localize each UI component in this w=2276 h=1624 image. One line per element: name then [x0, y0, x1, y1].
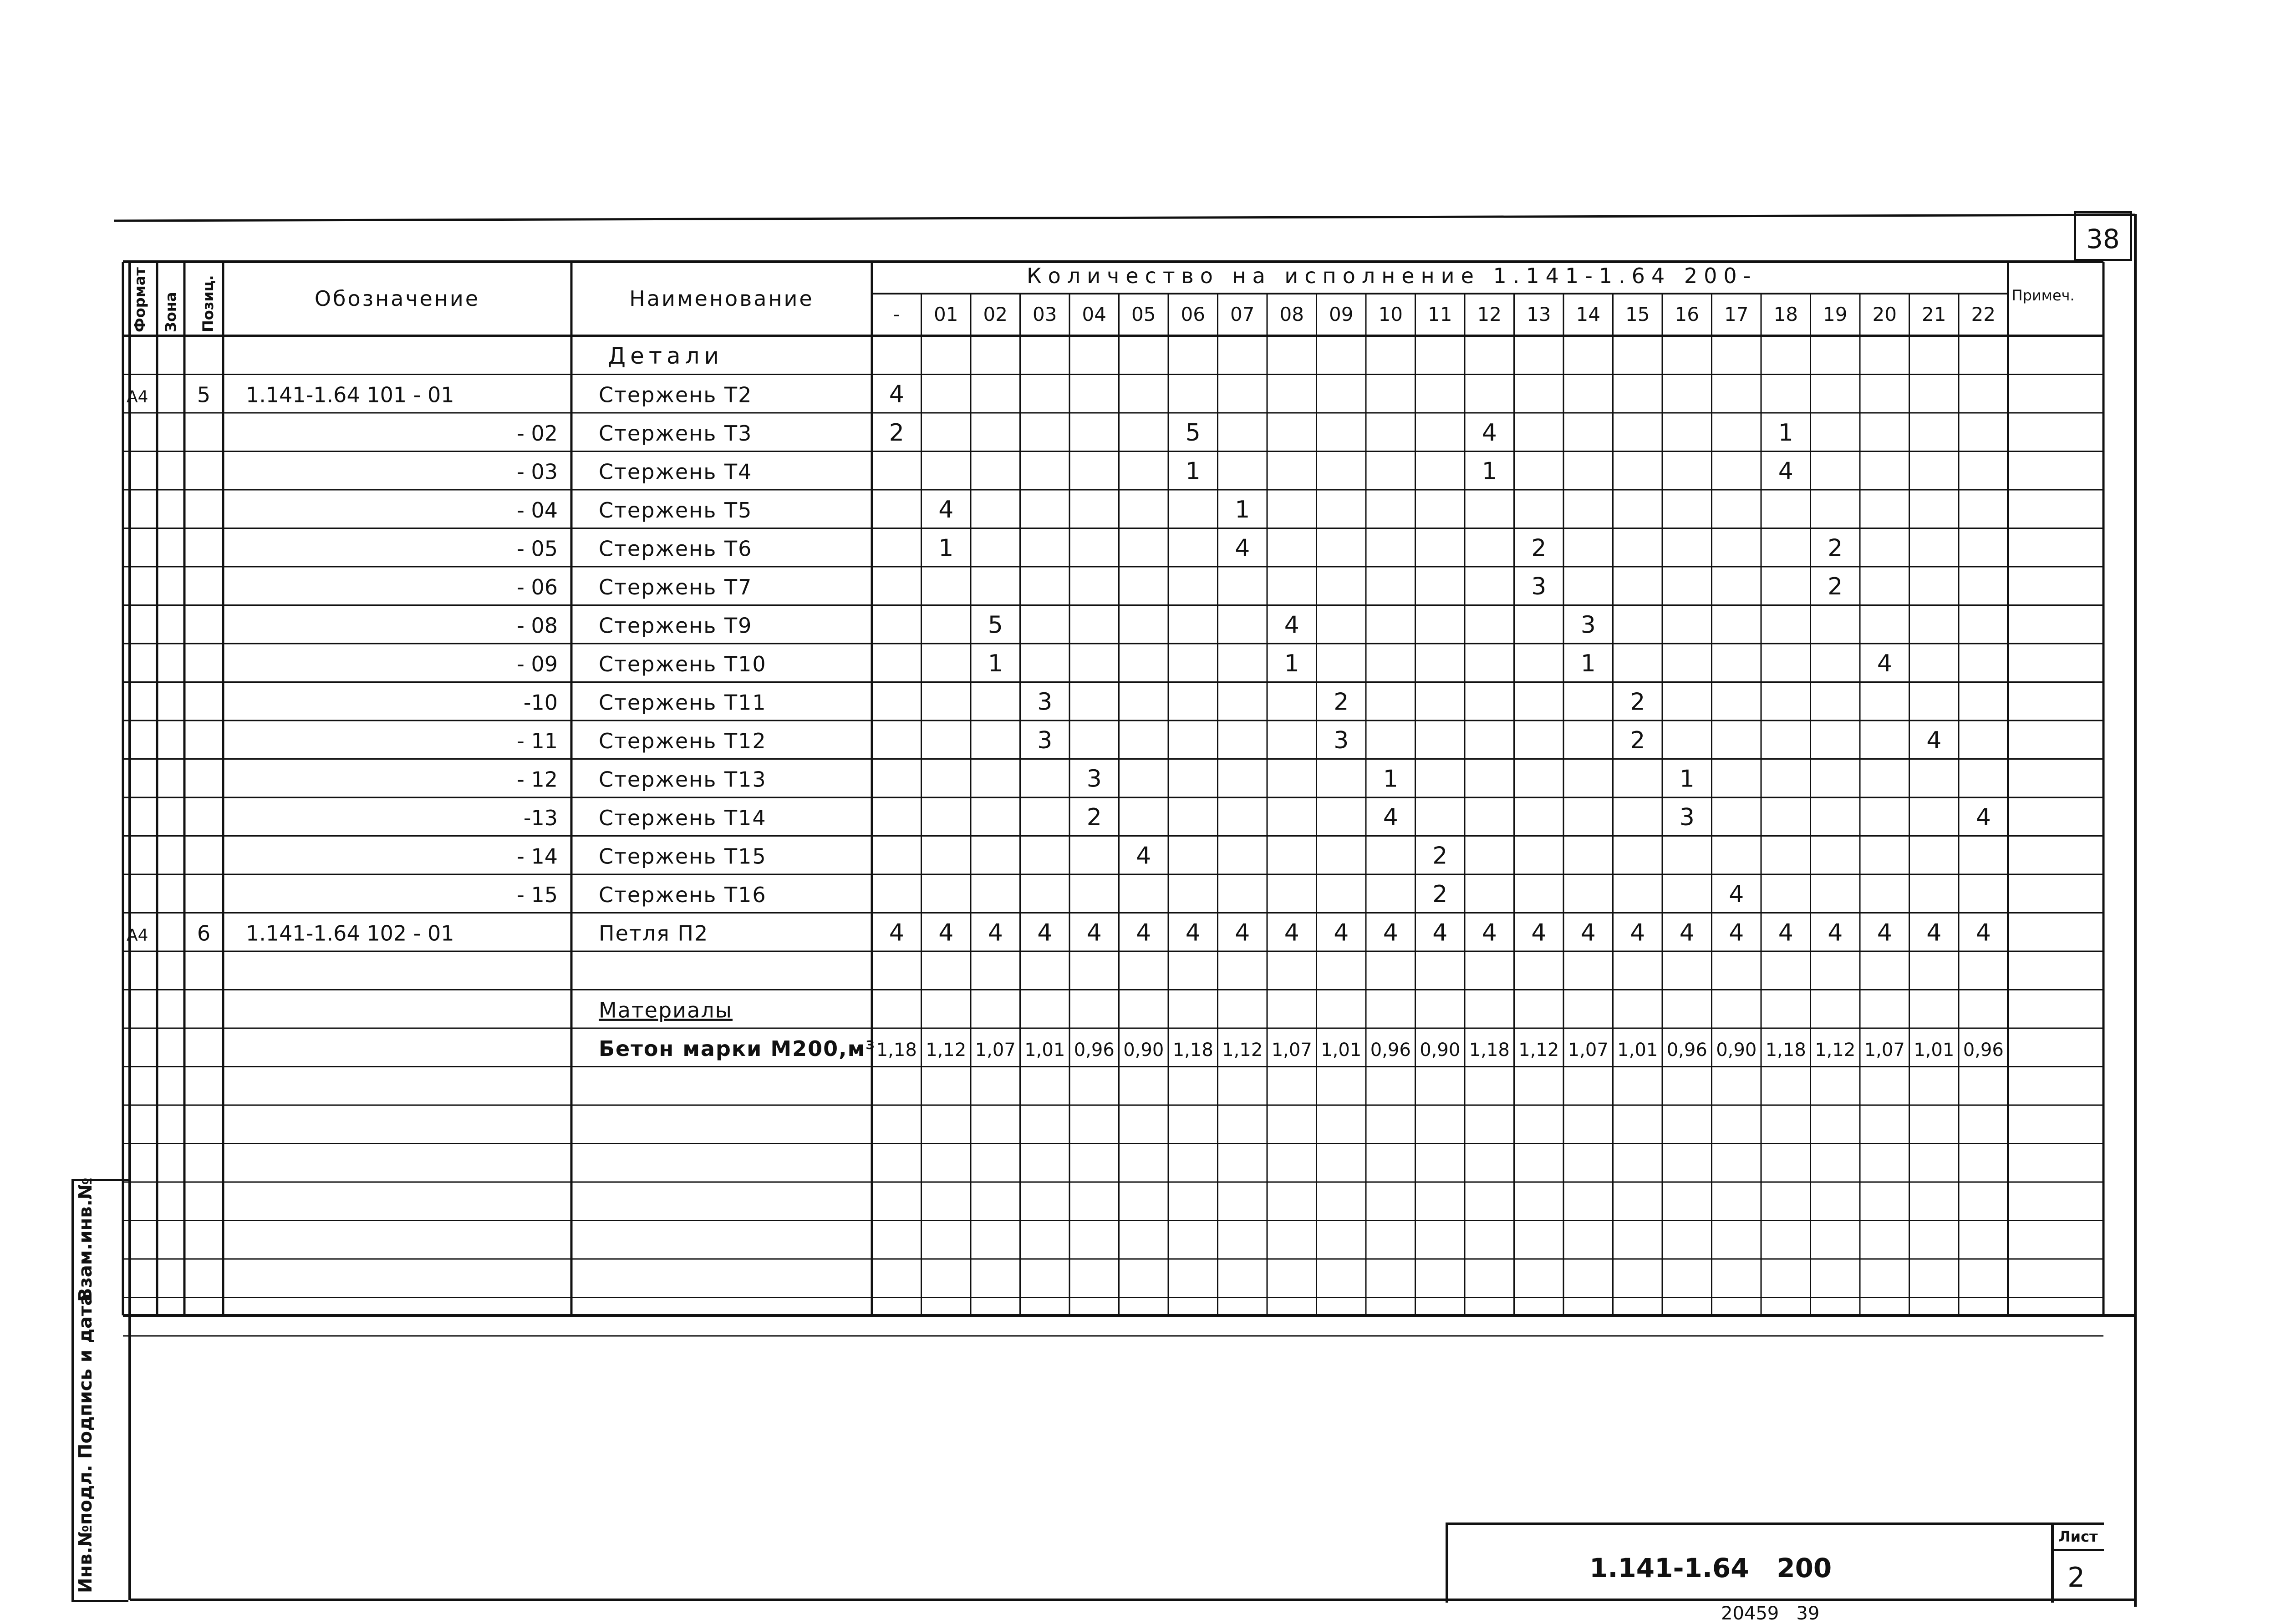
row-qty-value: 4	[1185, 919, 1201, 947]
row-qty-value: 4	[1580, 919, 1596, 947]
header-variant-label: 16	[1675, 303, 1699, 325]
sheet-number: 2	[2067, 1562, 2085, 1594]
row-qty-value: 5	[988, 611, 1003, 639]
row-name: Стержень Т15	[599, 844, 767, 869]
header-variant-label: 13	[1527, 303, 1551, 325]
row-qty-value: 1,01	[1024, 1039, 1065, 1061]
header-note: Примеч.	[2011, 287, 2075, 304]
sheet-box	[2051, 1522, 2104, 1603]
row-designation: - 03	[517, 459, 558, 484]
row-qty-value: 3	[1037, 726, 1053, 754]
row-qty-value: 4	[1037, 919, 1053, 947]
header-position: Позиц.	[199, 275, 217, 332]
row-qty-value: 4	[938, 919, 954, 947]
row-qty-value: 3	[1679, 803, 1695, 831]
row-qty-value: 1,07	[1271, 1039, 1312, 1061]
row-qty-value: 2	[1086, 803, 1102, 831]
row-qty-value: 4	[1926, 919, 1942, 947]
row-qty-value: 1	[938, 534, 954, 562]
row-qty-value: 1	[988, 650, 1003, 677]
row-name: Стержень Т13	[599, 767, 767, 792]
row-qty-value: 5	[1185, 419, 1201, 447]
header-variant-label: 20	[1872, 303, 1897, 325]
row-qty-value: 4	[1383, 919, 1398, 947]
row-designation: -10	[523, 690, 558, 715]
row-qty-value: 1,18	[876, 1039, 917, 1061]
row-qty-value: 4	[1482, 919, 1497, 947]
row-qty-value: 1	[1235, 496, 1250, 523]
header-variant-label: 09	[1329, 303, 1354, 325]
row-qty-value: 3	[1037, 688, 1053, 716]
row-qty-value: 4	[1729, 919, 1744, 947]
row-qty-value: 1,12	[1518, 1039, 1559, 1061]
row-qty-value: 1	[1482, 457, 1497, 485]
row-qty-value: 4	[1284, 919, 1299, 947]
row-qty-value: 4	[938, 496, 954, 523]
header-designation: Обозначение	[314, 286, 480, 311]
row-name: Стержень Т9	[599, 613, 753, 638]
row-name: Стержень Т3	[599, 421, 753, 446]
row-designation: -13	[523, 805, 558, 830]
header-variant-label: 05	[1131, 303, 1156, 325]
row-name: Бетон марки М200,м³	[599, 1036, 876, 1061]
row-qty-value: 1,12	[1815, 1039, 1856, 1061]
row-qty-value: 2	[1828, 573, 1843, 600]
row-qty-value: 3	[1531, 573, 1547, 600]
row-qty-value: 4	[1926, 726, 1942, 754]
header-variant-label: 01	[934, 303, 958, 325]
row-name: Стержень Т2	[599, 382, 753, 407]
header-variant-label: 06	[1181, 303, 1205, 325]
row-qty-value: 4	[1778, 457, 1793, 485]
row-qty-value: 2	[1531, 534, 1547, 562]
row-designation: - 05	[517, 536, 558, 561]
row-qty-value: 4	[1976, 919, 1991, 947]
row-qty-value: 4	[889, 919, 904, 947]
header-variant-label: -	[893, 303, 900, 325]
row-qty-value: 4	[988, 919, 1003, 947]
row-name: Материалы	[599, 998, 733, 1023]
row-qty-value: 1	[1185, 457, 1201, 485]
row-qty-value: 1,18	[1765, 1039, 1806, 1061]
sheet-label: Лист	[2058, 1528, 2098, 1545]
row-qty-value: 2	[889, 419, 904, 447]
row-qty-value: 4	[1383, 803, 1398, 831]
row-qty-value: 3	[1580, 611, 1596, 639]
row-qty-value: 0,96	[1666, 1039, 1707, 1061]
side-stamp-inv-orig: Инв.№подл.	[75, 1465, 96, 1593]
footer-note: 20459 39	[1721, 1603, 1820, 1624]
row-qty-value: 1	[1383, 765, 1398, 793]
header-variant-label: 11	[1428, 303, 1452, 325]
row-name: Стержень Т11	[599, 690, 767, 715]
row-qty-value: 0,96	[1074, 1039, 1115, 1061]
row-qty-value: 1,07	[1568, 1039, 1609, 1061]
row-qty-value: 1,01	[1914, 1039, 1955, 1061]
row-designation: - 09	[517, 651, 558, 676]
row-qty-value: 2	[1630, 726, 1645, 754]
row-name: Стержень Т5	[599, 497, 753, 523]
header-variant-label: 02	[983, 303, 1008, 325]
row-qty-value: 4	[1729, 880, 1744, 908]
row-qty-value: 4	[1432, 919, 1448, 947]
row-name: Стержень Т16	[599, 882, 767, 907]
row-designation: - 14	[517, 844, 558, 869]
row-designation: - 15	[517, 882, 558, 907]
row-qty-value: 4	[1828, 919, 1843, 947]
header-variant-label: 15	[1625, 303, 1650, 325]
row-qty-value: 1	[1580, 650, 1596, 677]
row-qty-value: 4	[1877, 919, 1892, 947]
row-qty-value: 2	[1630, 688, 1645, 716]
header-zone: Зона	[162, 292, 179, 332]
header-variant-label: 03	[1033, 303, 1057, 325]
header-variant-label: 08	[1279, 303, 1304, 325]
row-designation: - 08	[517, 613, 558, 638]
page-number: 38	[2086, 223, 2120, 254]
header-variant-label: 04	[1082, 303, 1106, 325]
row-qty-value: 4	[1482, 419, 1497, 447]
row-qty-value: 4	[1778, 919, 1793, 947]
row-qty-value: 4	[1136, 842, 1151, 870]
header-variant-label: 21	[1922, 303, 1946, 325]
header-variant-label: 14	[1576, 303, 1600, 325]
row-name: Петля П2	[599, 921, 709, 946]
row-name: Стержень Т7	[599, 574, 753, 599]
row-designation: 1.141-1.64 101 - 01	[246, 382, 454, 407]
row-qty-value: 1,01	[1617, 1039, 1658, 1061]
row-designation: - 06	[517, 574, 558, 599]
header-variant-label: 07	[1230, 303, 1255, 325]
row-position: 6	[197, 921, 211, 946]
row-qty-value: 4	[1334, 919, 1349, 947]
header-name: Наименование	[629, 286, 814, 311]
row-name: Стержень Т4	[599, 459, 753, 484]
header-variant-label: 12	[1477, 303, 1502, 325]
row-name: Стержень Т12	[599, 728, 767, 753]
header-variant-label: 17	[1724, 303, 1749, 325]
side-stamp-replace-inv: Взам.инв.№	[75, 1177, 96, 1302]
row-qty-value: 4	[1086, 919, 1102, 947]
row-format: А4	[127, 387, 148, 406]
row-designation: - 02	[517, 421, 558, 446]
row-qty-value: 1,01	[1321, 1039, 1362, 1061]
row-qty-value: 1,07	[1864, 1039, 1905, 1061]
row-qty-value: 2	[1432, 842, 1448, 870]
row-qty-value: 4	[1877, 650, 1892, 677]
row-qty-value: 1,12	[1222, 1039, 1263, 1061]
header-qty-title: Количество на исполнение 1.141-1.64 200-	[1027, 264, 1757, 288]
row-designation: 1.141-1.64 102 - 01	[246, 921, 454, 946]
row-position: 5	[197, 382, 211, 407]
row-qty-value: 2	[1828, 534, 1843, 562]
row-qty-value: 4	[1531, 919, 1547, 947]
row-format: А4	[127, 926, 148, 945]
row-qty-value: 4	[1284, 611, 1299, 639]
row-qty-value: 1,18	[1172, 1039, 1213, 1061]
row-name: Стержень Т10	[599, 651, 767, 676]
row-qty-value: 1	[1284, 650, 1299, 677]
title-block-designation: 1.141-1.64 200	[1589, 1553, 1832, 1583]
row-qty-value: 0,90	[1420, 1039, 1461, 1061]
row-qty-value: 3	[1086, 765, 1102, 793]
row-qty-value: 3	[1334, 726, 1349, 754]
row-qty-value: 4	[1679, 919, 1695, 947]
row-designation: - 12	[517, 767, 558, 792]
row-qty-value: 1,07	[975, 1039, 1016, 1061]
row-qty-value: 2	[1334, 688, 1349, 716]
row-qty-value: 4	[889, 381, 904, 408]
row-qty-value: 0,96	[1963, 1039, 2004, 1061]
row-designation: - 11	[517, 728, 558, 753]
row-qty-value: 0,90	[1716, 1039, 1757, 1061]
row-qty-value: 0,90	[1123, 1039, 1164, 1061]
row-qty-value: 1,12	[926, 1039, 967, 1061]
row-qty-value: 4	[1136, 919, 1151, 947]
row-qty-value: 4	[1235, 919, 1250, 947]
row-qty-value: 4	[1976, 803, 1991, 831]
row-name: Стержень Т6	[599, 536, 753, 561]
header-format: Формат	[131, 267, 148, 332]
row-designation: - 04	[517, 497, 558, 523]
row-qty-value: 1,18	[1469, 1039, 1510, 1061]
row-name: Стержень Т14	[599, 805, 767, 830]
title-block	[1446, 1522, 2104, 1603]
header-variant-label: 18	[1773, 303, 1798, 325]
row-qty-value: 1	[1679, 765, 1695, 793]
row-qty-value: 0,96	[1370, 1039, 1411, 1061]
frame-top-line	[114, 215, 2135, 221]
row-qty-value: 2	[1432, 880, 1448, 908]
row-name: Детали	[608, 342, 724, 369]
header-variant-label: 10	[1378, 303, 1403, 325]
row-qty-value: 4	[1630, 919, 1645, 947]
row-qty-value: 1	[1778, 419, 1793, 447]
header-variant-label: 19	[1823, 303, 1848, 325]
row-qty-value: 4	[1235, 534, 1250, 562]
side-stamp-sign-date: Подпись и дата	[75, 1293, 96, 1459]
header-variant-label: 22	[1971, 303, 1996, 325]
